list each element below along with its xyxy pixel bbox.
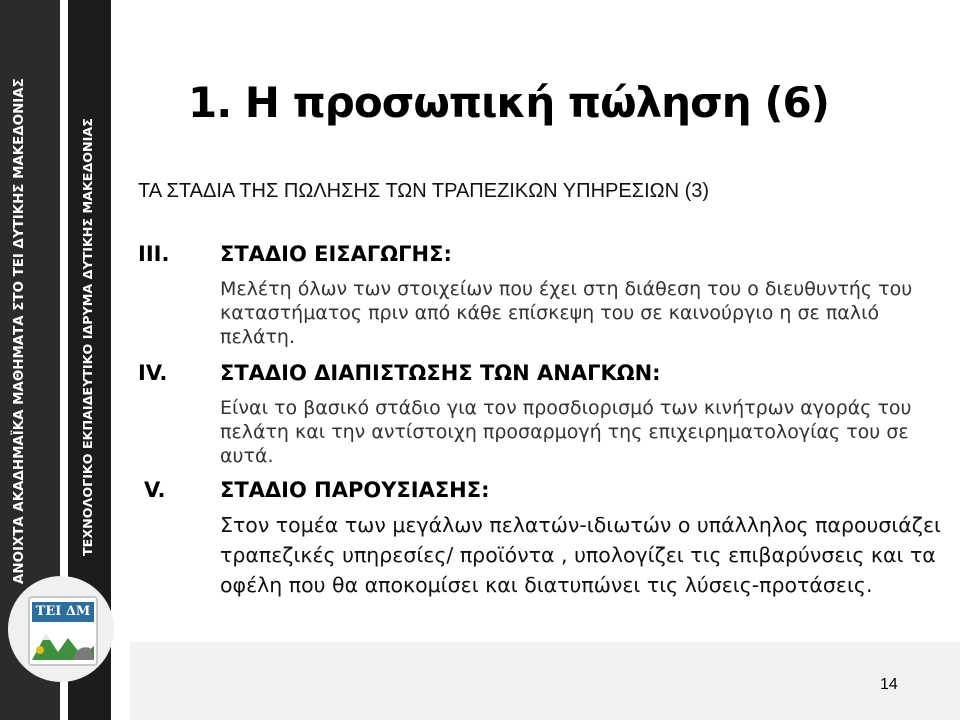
stage-numeral: V. xyxy=(144,478,166,502)
page-number: 14 xyxy=(880,676,898,693)
stage-heading: ΣΤΑΔΙΟ ΕΙΣΑΓΩΓΗΣ: xyxy=(220,242,452,266)
logo-text: ΤΕΙ ΔΜ xyxy=(32,602,94,622)
stage-body: Στον τομέα των μεγάλων πελατών-ιδιωτών ο υπάλληλος παρουσιάζει τραπεζικές υπηρεσίες/ προϊόντα , υπολογίζει τις επιβαρύνσεις και τα οφέλη που θα αποκομίσει και διατυπώνει τις λύσεις-προτάσεις. xyxy=(220,513,941,597)
tei-logo xyxy=(28,596,98,666)
institution-band-text: ΑΝΟΙΧΤΑ ΑΚΑΔΗΜΑΪΚΑ ΜΑΘΗΜΑΤΑ ΣΤΟ ΤΕΙ ΔΥΤΙΚΗΣ ΜΑΚΕΔΟΝΙΑΣ xyxy=(12,78,27,584)
institution-band-text-2: ΤΕΧΝΟΛΟΓΙΚΟ ΕΚΠΑΙΔΕΥΤΙΚΟ ΙΔΡΥΜΑ ΔΥΤΙΚΗΣ ΜΑΚΕΔΟΝΙΑΣ xyxy=(80,118,95,556)
stage-body: Είναι το βασικό στάδιο για τον προσδιορισμό των κινήτρων αγοράς του πελάτη και την αντίστοιχη προσαρμογή της επιχειρηματολογίας του σε αυτά. xyxy=(220,397,912,467)
stage-numeral: IV. xyxy=(138,361,168,385)
slide-title: 1. Η προσωπική πώληση (6) xyxy=(188,78,829,127)
stage-body: Μελέτη όλων των στοιχείων που έχει στη διάθεση του ο διευθυντής του καταστήματος πριν από κάθε επίσκεψη του σε καινούργιο η σε παλιό πελάτη. xyxy=(220,278,913,348)
stage-heading: ΣΤΑΔΙΟ ΠΑΡΟΥΣΙΑΣΗΣ: xyxy=(220,478,490,502)
footer-strip xyxy=(130,642,960,720)
stage-numeral: III. xyxy=(138,242,170,266)
stage-heading: ΣΤΑΔΙΟ ΔΙΑΠΙΣΤΩΣΗΣ ΤΩΝ ΑΝΑΓΚΩΝ: xyxy=(220,361,661,385)
slide-subtitle: ΤΑ ΣΤΑΔΙΑ ΤΗΣ ΠΩΛΗΣΗΣ ΤΩΝ ΤΡΑΠΕΖΙΚΩΝ ΥΠΗΡΕΣΙΩΝ (3) xyxy=(138,180,710,202)
mountain-logo-icon xyxy=(32,626,94,660)
